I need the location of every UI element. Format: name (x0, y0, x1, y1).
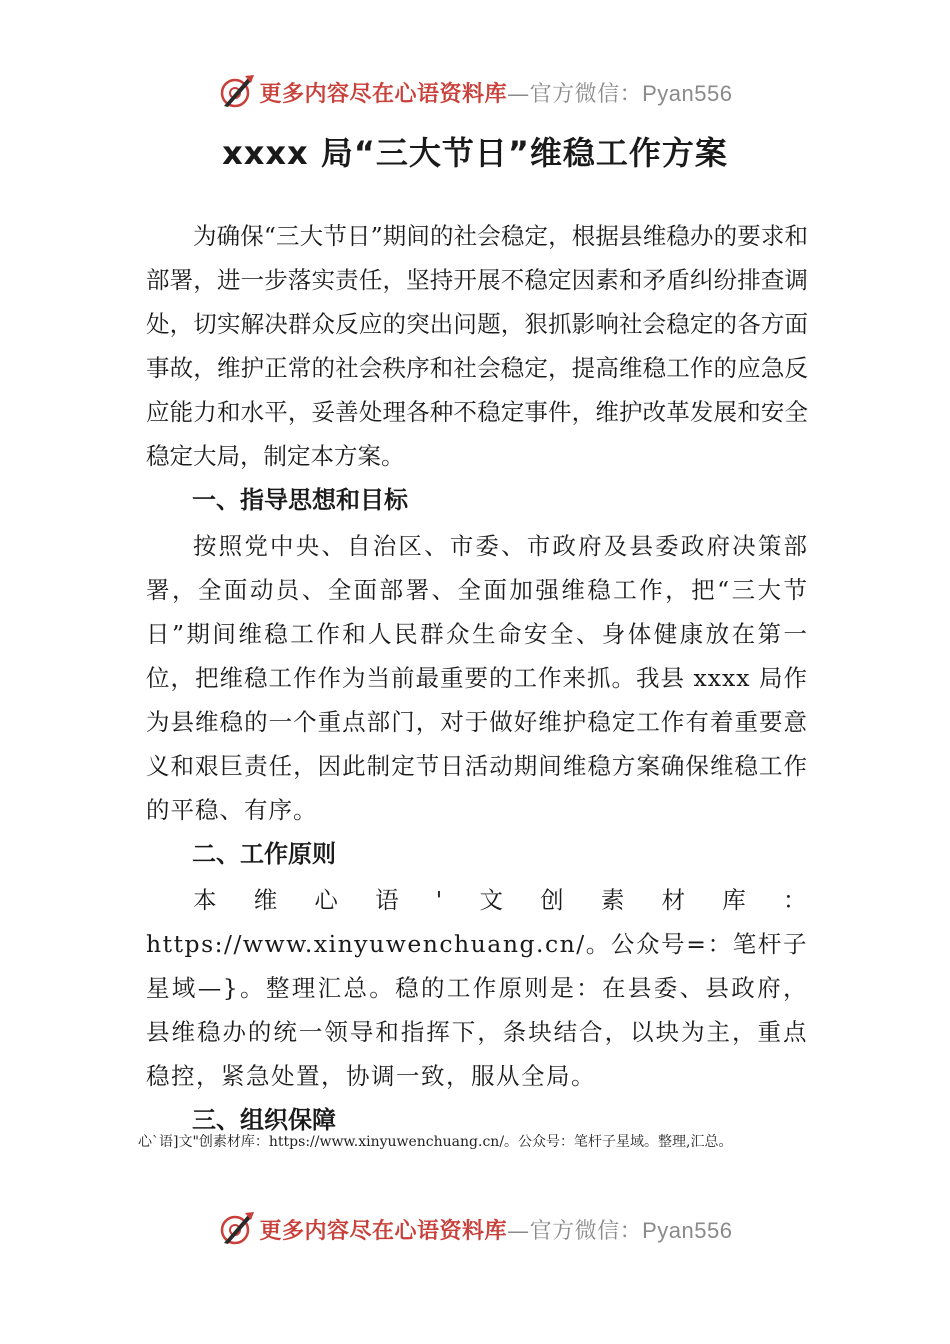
banner-text (260, 77, 733, 108)
banner-wechat-id: Pyan556 (642, 1217, 733, 1243)
document-title: xxxx 局“三大节日”维稳工作方案 (222, 134, 728, 172)
banner-red-text: 更多内容尽在心语资料库 (259, 80, 508, 107)
quill-logo-icon (218, 1211, 256, 1247)
section-1-body: 按照党中央、自治区、市委、市政府及县委政府决策部署，全面动员、全面部署、全面加强维稳工作，把“三大节日”期间维稳工作和人民群众生命安全、身体健康放在第一位，把维稳工作作为当前最重要的工作来抓。我县 xxxx 局作为县维稳的一个重点部门，对于做好维护稳定工作有着重要意义和艰巨责任，因此制定节日活动期间维稳方案确保维稳工作的平稳、有序。 (146, 532, 808, 824)
intro-paragraph: 为确保“三大节日”期间的社会稳定，根据县维稳办的要求和部署，进一步落实责任，坚持开展不稳定因素和矛盾纠纷排查调处，切实解决群众反应的突出问题，狠抓影响社会稳定的各方面事故，维护正常的社会秩序和社会稳定，提高维稳工作的应急反应能力和水平，妥善处理各种不稳定事件，维护改革发展和安全稳定大局，制定本方案。 (146, 222, 808, 470)
section-3-heading: 三、组织保障 (192, 1106, 336, 1134)
banner-red-text: 更多内容尽在心语资料库 (259, 1217, 508, 1244)
footer-banner (0, 1209, 950, 1249)
banner-wechat-id: Pyan556 (642, 80, 733, 106)
quill-logo-icon (218, 74, 256, 110)
footnote: 心`语]文"创素材库：https://www.xinyuwenchuang.cn/。公众号：笔杆子星域。整理,汇总。 (138, 1134, 733, 1150)
banner-grey-text: —官方微信： (507, 1218, 643, 1244)
section-1-heading: 一、指导思想和目标 (192, 486, 408, 514)
header-banner (0, 72, 950, 112)
banner-grey-text: —官方微信： (507, 81, 643, 107)
section-2-heading: 二、工作原则 (192, 840, 336, 868)
section-2-body: 本维心语'文创素材库：https://www.xinyuwenchuang.cn/。公众号=：笔杆子星域—}。整理汇总。稳的工作原则是：在县委、县政府，县维稳办的统一领导和指挥下，条块结合，以块为主，重点稳控，紧急处置，协调一致，服从全局。 (146, 886, 808, 1090)
banner-text (260, 1214, 733, 1245)
